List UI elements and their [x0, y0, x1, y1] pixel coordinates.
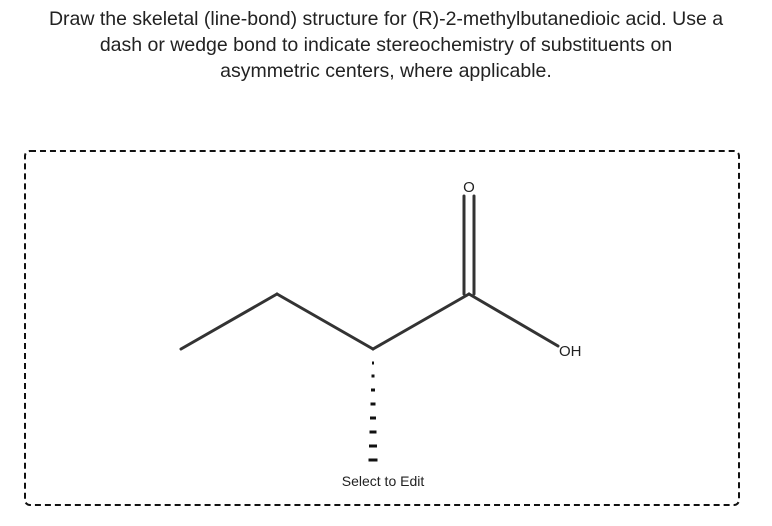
carbonyl-oxygen-label: O [463, 179, 475, 196]
question-prompt [14, 6, 758, 84]
hydroxyl-label: OH [559, 343, 582, 360]
question-line-3: asymmetric centers, where applicable. [220, 60, 552, 82]
question-line-2: dash or wedge bond to indicate stereochemistry of substituents on [99, 34, 673, 56]
question-line-1: Draw the skeletal (line-bond) structure for (R)-2-methylbutanedioic acid. Use a [48, 8, 724, 30]
structure-editor-area[interactable] [24, 150, 740, 506]
select-to-edit-label[interactable]: Select to Edit [341, 473, 425, 489]
